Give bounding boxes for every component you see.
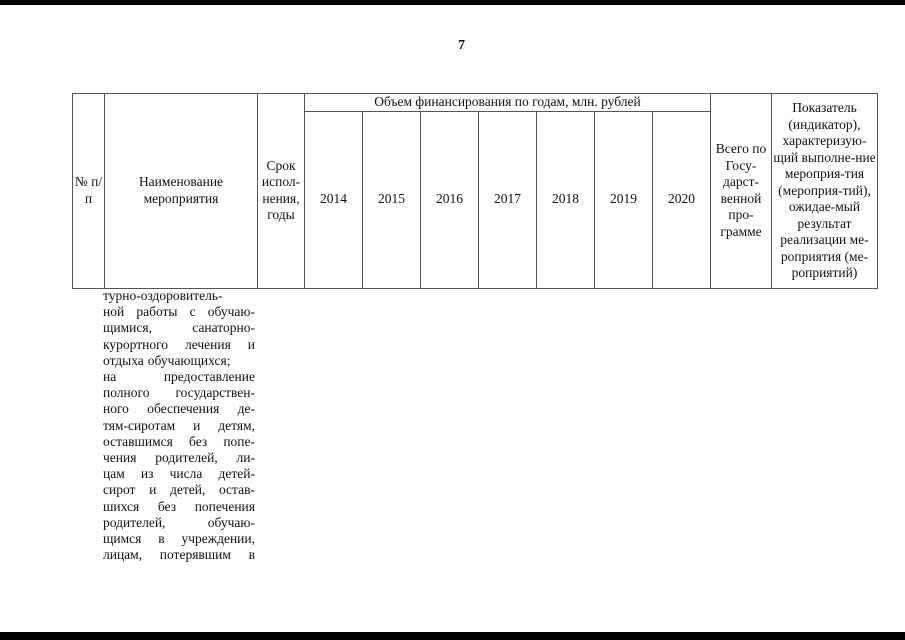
text-line: ного обеспечения де- xyxy=(103,401,255,417)
text-line: на предоставление xyxy=(103,369,255,385)
header-indicator: Показатель (индикатор), характеризую-щий выполне-ние мероприя-тия (мероприя-тий), ожидае-мый результат реализации ме-роприятия (ме-роприятий) xyxy=(772,94,878,289)
header-num: № п/п xyxy=(73,94,105,289)
text-line: тям-сиротам и детям, xyxy=(103,417,255,433)
header-name: Наименование мероприятия xyxy=(105,94,258,289)
text-line: сирот и детей, остав- xyxy=(103,482,255,498)
header-funding: Объем финансирования по годам, млн. рублей xyxy=(305,94,711,112)
text-line: лицам, потерявшим в xyxy=(103,547,255,563)
text-line: оставшимся без попе- xyxy=(103,433,255,449)
header-year: 2015 xyxy=(363,111,421,288)
header-year: 2014 xyxy=(305,111,363,288)
header-year: 2017 xyxy=(479,111,537,288)
header-year: 2019 xyxy=(595,111,653,288)
text-line: ной работы с обучаю- xyxy=(103,304,255,320)
scan-border-bottom xyxy=(0,632,905,640)
text-line: курортного лечения и xyxy=(103,336,255,352)
header-total: Всего по Госу-дарст-венной про-грамме xyxy=(711,94,772,289)
header-year: 2018 xyxy=(537,111,595,288)
text-line: турно-оздоровитель- xyxy=(103,288,223,303)
text-line: щимися, санаторно- xyxy=(103,320,255,336)
funding-table xyxy=(72,93,878,289)
text-line: родителей, обучаю- xyxy=(103,514,255,530)
text-line: шихся без попечения xyxy=(103,498,255,514)
text-line: цам из числа детей- xyxy=(103,466,255,482)
text-line: чения родителей, ли- xyxy=(103,450,255,466)
page-number: 7 xyxy=(458,38,465,53)
text-line: полного государствен- xyxy=(103,385,255,401)
header-term: Срок испол-нения, годы xyxy=(258,94,305,289)
measure-description xyxy=(103,288,255,563)
header-year: 2020 xyxy=(653,111,711,288)
text-line: отдыха обучающихся; xyxy=(103,352,231,368)
header-year: 2016 xyxy=(421,111,479,288)
text-line: щимся в учреждении, xyxy=(103,531,255,547)
scan-border-top xyxy=(0,0,905,5)
